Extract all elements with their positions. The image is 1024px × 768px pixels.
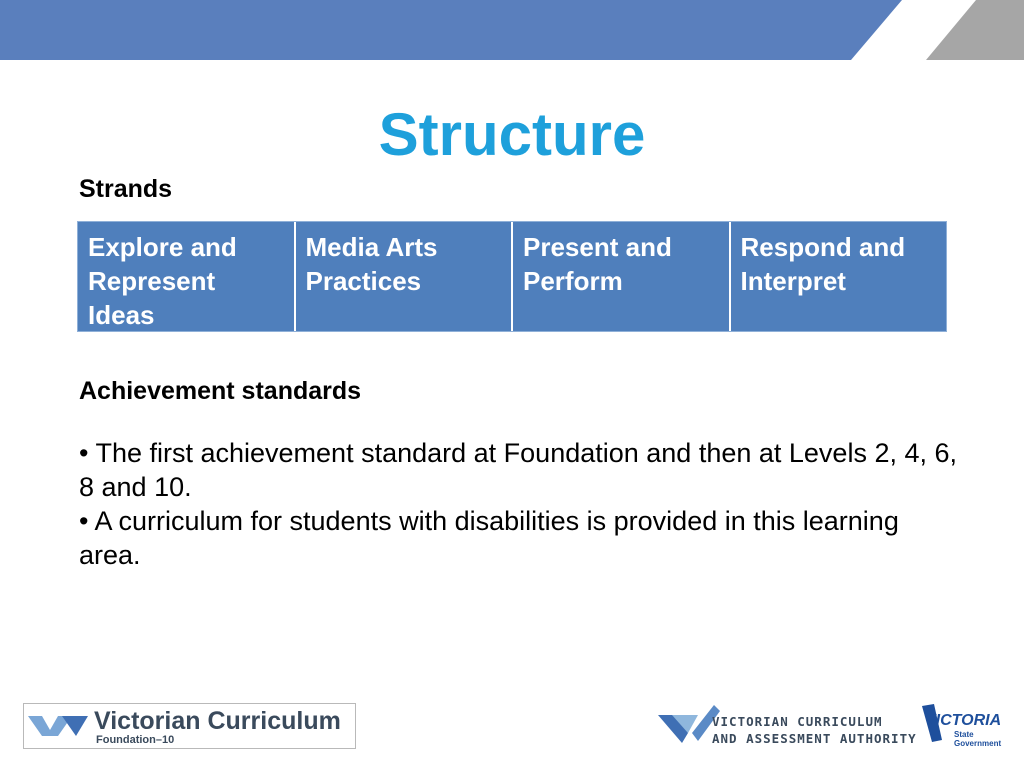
logo-subtitle: Foundation–10: [96, 734, 175, 746]
strand-cell: Media Arts Practices: [294, 222, 512, 331]
strands-heading: Strands: [79, 175, 173, 203]
strands-table: [77, 221, 947, 332]
vcaa-wordmark: VICTORIAN CURRICULUM AND ASSESSMENT AUTHORITY: [712, 714, 917, 746]
victorian-curriculum-logo: [23, 703, 356, 749]
chevron-logo-icon: [28, 710, 90, 740]
logo-title: Victorian Curriculum: [94, 707, 341, 735]
strand-cell: Respond and Interpret: [729, 222, 947, 331]
bullet-list: [79, 436, 959, 572]
bullet-item: • The first achievement standard at Foundation and then at Levels 2, 4, 6, 8 and 10.: [79, 438, 958, 502]
vcaa-chevron-icon: [658, 703, 720, 747]
strand-cell: Present and Perform: [511, 222, 729, 331]
victoria-wordmark: VICTORIA: [925, 712, 1002, 729]
bullet-item: • A curriculum for students with disabilities is provided in this learning area.: [79, 506, 899, 570]
strand-cell: Explore and Represent Ideas: [88, 232, 237, 330]
achievement-standards-heading: Achievement standards: [79, 377, 362, 405]
header-band: [0, 0, 1024, 60]
state-government-label: State Government: [954, 730, 1002, 748]
page-title: Structure: [378, 101, 646, 168]
